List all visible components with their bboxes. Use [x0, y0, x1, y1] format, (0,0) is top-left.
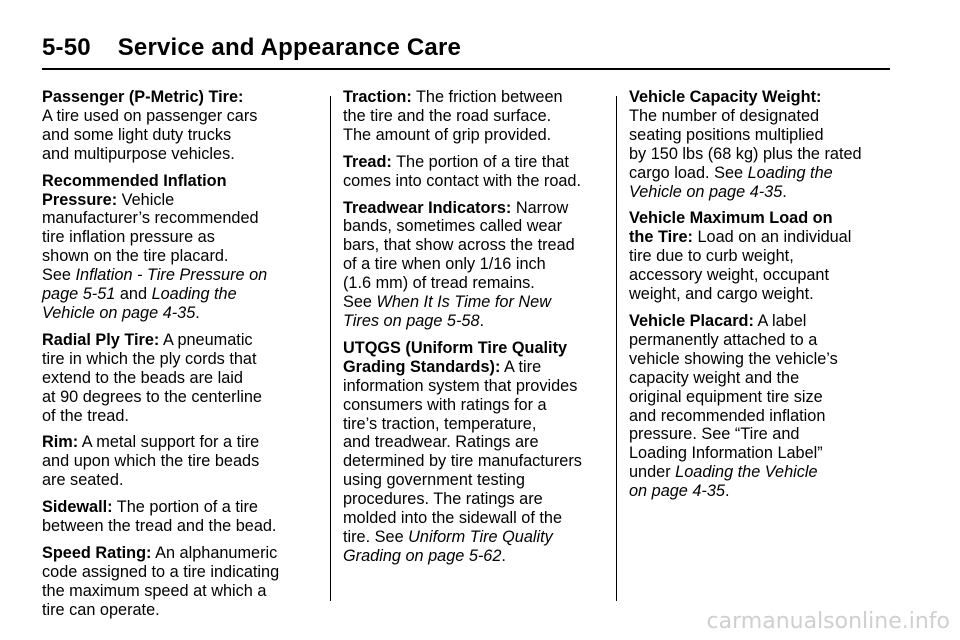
glossary-entry — [629, 209, 889, 304]
definition-text: The amount of grip provided. — [343, 125, 552, 144]
glossary-entry — [42, 433, 320, 490]
definition-text: Vehicle — [117, 190, 175, 209]
text-line — [42, 388, 320, 407]
glossary-entry — [343, 153, 613, 191]
glossary-entry — [42, 498, 320, 536]
definition-text: tire inflation pressure as — [42, 228, 215, 247]
text-line — [42, 266, 320, 285]
definition-text: of the tread. — [42, 406, 129, 425]
text-line — [629, 145, 889, 164]
text-line — [42, 563, 320, 582]
definition-text: . — [195, 303, 200, 322]
definition-text: The portion of a tire — [112, 498, 258, 517]
text-line — [42, 126, 320, 145]
text-line — [42, 601, 320, 620]
definition-text: of a tire when only 1/16 inch — [343, 255, 546, 274]
text-line — [42, 107, 320, 126]
definition-text: determined by tire manufacturers — [343, 452, 582, 471]
definition-text: extend to the beads are laid — [42, 368, 243, 387]
text-line — [42, 172, 320, 191]
definition-text: code assigned to a tire indicating — [42, 562, 280, 581]
definition-text: are seated. — [42, 471, 124, 490]
text-line — [343, 172, 613, 191]
glossary-entry — [42, 331, 320, 426]
text-line — [42, 331, 320, 350]
definition-text: bands, sometimes called wear — [343, 217, 562, 236]
glossary-entry — [42, 172, 320, 323]
text-line — [629, 312, 889, 331]
glossary-entry — [343, 339, 613, 566]
definition-text: shown on the tire placard. — [42, 247, 229, 266]
text-line — [343, 126, 613, 145]
definition-text: The number of designated — [629, 106, 820, 125]
text-line — [629, 164, 889, 183]
watermark: carmanualsonline.info — [706, 609, 950, 634]
definition-text: A pneumatic — [159, 330, 253, 349]
glossary-term: the Tire: — [629, 228, 693, 247]
definition-text: . — [724, 482, 730, 501]
page-reference: on page 4-35 — [629, 482, 725, 501]
page-reference: Loading the Vehicle — [675, 463, 818, 482]
definition-text: using government testing — [343, 471, 525, 490]
text-line — [343, 377, 613, 396]
glossary-term: Radial Ply Tire: — [42, 330, 160, 349]
text-line — [343, 88, 613, 107]
definition-text: at 90 degrees to the centerline — [42, 387, 262, 406]
text-line — [42, 498, 320, 517]
glossary-term: Speed Rating: — [42, 543, 152, 562]
definition-text: tire in which the ply cords that — [42, 349, 257, 368]
text-line — [343, 415, 613, 434]
glossary-term: Traction: — [343, 88, 412, 106]
text-line — [343, 339, 613, 358]
text-line — [42, 88, 320, 107]
definition-text: molded into the sidewall of the — [343, 509, 563, 528]
text-line — [343, 490, 613, 509]
definition-text: tire can operate. — [42, 600, 160, 619]
page-reference: Loading the — [747, 163, 833, 182]
glossary-term: Grading Standards): — [343, 357, 501, 376]
definition-text: Loading Information Label” — [629, 444, 823, 463]
text-line — [343, 107, 613, 126]
text-line — [343, 452, 613, 471]
page-reference: Grading on page 5-62 — [343, 546, 502, 565]
definition-text: A metal support for a tire — [78, 433, 260, 452]
glossary-term: Treadwear Indicators: — [343, 198, 512, 217]
definition-text: information system that provides — [343, 376, 578, 395]
glossary-term: Sidewall: — [42, 498, 113, 517]
text-line — [629, 209, 889, 228]
page-reference: Uniform Tire Quality — [408, 527, 553, 546]
definition-text: . — [479, 311, 485, 330]
text-line — [629, 228, 889, 247]
definition-text: The friction between — [411, 88, 563, 106]
text-line — [629, 107, 889, 126]
definition-text: . — [501, 546, 506, 565]
definition-text: consumers with ratings for a — [343, 395, 547, 414]
glossary-entry — [42, 88, 320, 164]
text-line — [629, 183, 889, 202]
definition-text: weight, and cargo weight. — [629, 285, 814, 304]
text-line — [343, 528, 613, 547]
glossary-term: Rim: — [42, 433, 79, 452]
definition-text: See — [42, 266, 76, 285]
text-line — [343, 471, 613, 490]
text-line — [629, 444, 889, 463]
page-reference: Inflation - Tire Pressure on — [75, 266, 268, 285]
definition-text: manufacturer’s recommended — [42, 209, 259, 228]
text-line — [343, 153, 613, 172]
text-line — [42, 471, 320, 490]
definition-text: under — [629, 463, 676, 482]
glossary-entry — [629, 312, 889, 501]
glossary-column-1 — [42, 88, 320, 628]
glossary-entry — [42, 544, 320, 620]
definition-text: A label — [753, 311, 807, 330]
text-line — [343, 433, 613, 452]
text-line — [42, 582, 320, 601]
glossary-entry — [629, 88, 889, 201]
definition-text: and recommended inflation — [629, 406, 826, 425]
text-line — [629, 350, 889, 369]
definition-text: original equipment tire size — [629, 387, 823, 406]
text-line — [42, 544, 320, 563]
definition-text: pressure. See “Tire and — [629, 425, 800, 444]
definition-text: cargo load. See — [629, 163, 748, 182]
text-line — [343, 199, 613, 218]
definition-text: the tire and the road surface. — [343, 106, 552, 125]
text-line — [343, 547, 613, 566]
definition-text: and some light duty trucks — [42, 125, 232, 144]
definition-text: vehicle showing the vehicle’s — [629, 349, 838, 368]
text-line — [42, 247, 320, 266]
text-line — [629, 266, 889, 285]
definition-text: Load on an individual — [692, 228, 852, 247]
definition-text: between the tread and the bead. — [42, 517, 277, 536]
text-line — [629, 482, 889, 501]
page-number: 5-50 — [42, 34, 91, 61]
page-header — [42, 34, 461, 62]
definition-text: A tire — [500, 357, 542, 376]
text-line — [42, 517, 320, 536]
text-line — [343, 509, 613, 528]
definition-text: (1.6 mm) of tread remains. — [343, 274, 535, 293]
text-line — [629, 285, 889, 304]
glossary-term: Vehicle Capacity Weight: — [629, 88, 822, 106]
text-line — [629, 247, 889, 266]
glossary-term: Vehicle Maximum Load on — [629, 209, 833, 228]
text-line — [629, 463, 889, 482]
glossary-entry — [343, 88, 613, 145]
definition-text: capacity weight and the — [629, 368, 800, 387]
page-reference: Vehicle on page 4-35 — [629, 182, 783, 201]
definition-text: Narrow — [511, 198, 569, 217]
page-reference: page 5-51 — [42, 285, 116, 304]
page-reference: Loading the — [151, 285, 237, 304]
definition-text: by 150 lbs (68 kg) plus the rated — [629, 144, 862, 163]
definition-text: A tire used on passenger cars — [42, 106, 258, 125]
text-line — [343, 217, 613, 236]
definition-text: the maximum speed at which a — [42, 581, 267, 600]
text-line — [42, 228, 320, 247]
definition-text: accessory weight, occupant — [629, 266, 830, 285]
page-reference: Tires on page 5-58 — [343, 311, 480, 330]
text-line — [42, 407, 320, 426]
text-line — [42, 304, 320, 323]
page-reference: Vehicle on page 4-35 — [42, 303, 196, 322]
definition-text: bars, that show across the tread — [343, 236, 575, 255]
glossary-term: UTQGS (Uniform Tire Quality — [343, 338, 568, 357]
definition-text: and — [115, 285, 152, 304]
text-line — [343, 396, 613, 415]
text-line — [343, 293, 613, 312]
column-divider — [616, 96, 617, 601]
text-line — [42, 145, 320, 164]
definition-text: . — [782, 182, 787, 201]
text-line — [343, 274, 613, 293]
definition-text: See — [343, 293, 377, 312]
text-line — [42, 350, 320, 369]
definition-text: tire’s traction, temperature, — [343, 414, 537, 433]
glossary-term: Tread: — [343, 152, 392, 171]
text-line — [629, 407, 889, 426]
definition-text: permanently attached to a — [629, 330, 818, 349]
text-line — [629, 369, 889, 388]
text-line — [629, 331, 889, 350]
glossary-column-2 — [343, 88, 613, 574]
definition-text: and treadwear. Ratings are — [343, 433, 539, 452]
text-line — [343, 358, 613, 377]
definition-text: and multipurpose vehicles. — [42, 144, 235, 163]
definition-text: The portion of a tire that — [391, 152, 569, 171]
text-line — [42, 191, 320, 210]
column-divider — [330, 96, 331, 601]
header-rule — [42, 68, 890, 70]
definition-text: tire due to curb weight, — [629, 247, 794, 266]
text-line — [629, 425, 889, 444]
page-reference: When It Is Time for New — [376, 293, 551, 312]
text-line — [343, 255, 613, 274]
text-line — [42, 369, 320, 388]
glossary-term: Passenger (P-Metric) Tire: — [42, 88, 244, 106]
glossary-column-3 — [629, 88, 889, 509]
definition-text: seating positions multiplied — [629, 125, 824, 144]
definition-text: and upon which the tire beads — [42, 452, 260, 471]
definition-text: comes into contact with the road. — [343, 171, 582, 190]
glossary-entry — [343, 199, 613, 331]
text-line — [42, 209, 320, 228]
text-line — [42, 433, 320, 452]
text-line — [629, 388, 889, 407]
glossary-term: Recommended Inflation — [42, 171, 227, 190]
definition-text: An alphanumeric — [151, 543, 278, 562]
text-line — [343, 312, 613, 331]
definition-text: procedures. The ratings are — [343, 490, 543, 509]
text-line — [629, 126, 889, 145]
glossary-term: Pressure: — [42, 190, 118, 209]
section-title: Service and Appearance Care — [117, 34, 462, 61]
glossary-term: Vehicle Placard: — [629, 311, 754, 330]
text-line — [42, 285, 320, 304]
text-line — [343, 236, 613, 255]
text-line — [42, 452, 320, 471]
text-line — [629, 88, 889, 107]
definition-text: tire. See — [343, 527, 409, 546]
